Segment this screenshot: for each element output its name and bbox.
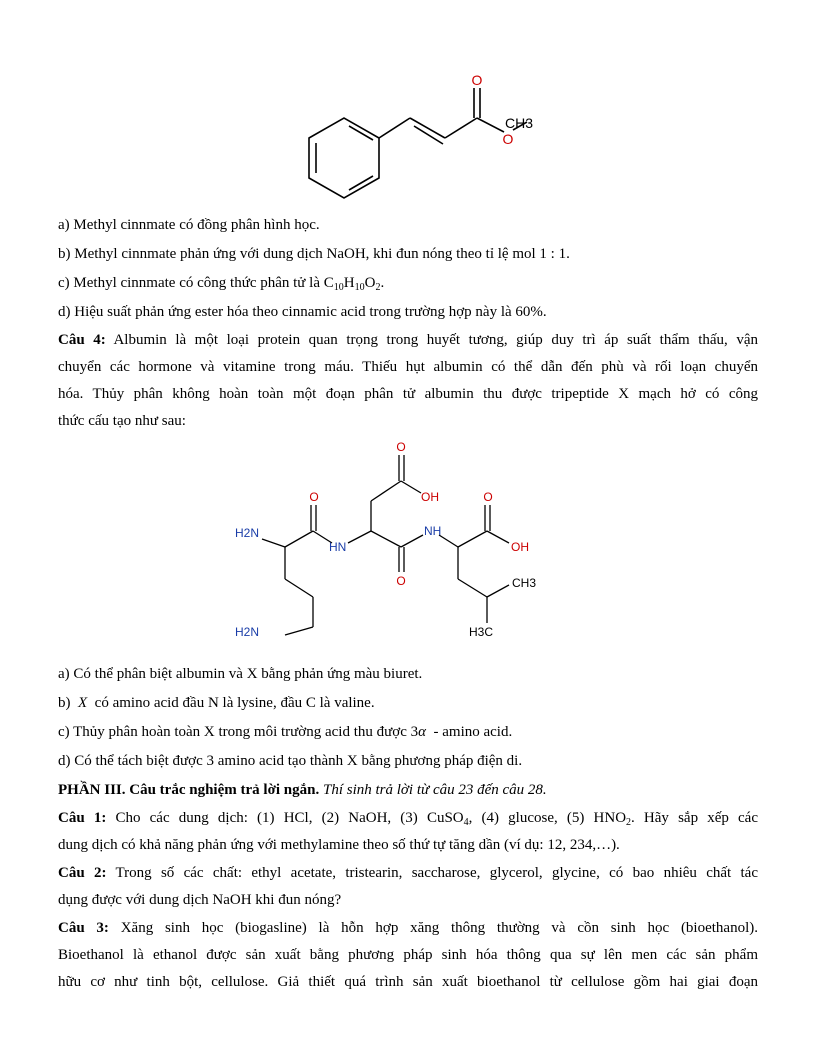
methyl-label: CH3 xyxy=(505,115,534,131)
q4-option-a: a) Có thể phân biệt albumin và X bằng phản ứng màu biuret. xyxy=(58,666,423,682)
hydroxyl-label: OH xyxy=(511,540,529,554)
part-3-heading xyxy=(58,780,758,800)
part-3-instruction: Thí sinh trả lời từ câu 23 đến câu 28. xyxy=(322,782,547,798)
line: hóa. Thủy phân không hoàn toàn một đoạn phân tử albumin thu được tripeptide X mạch hở có công xyxy=(58,386,758,402)
amide-nh-label: HN xyxy=(329,540,347,554)
oxygen-label: O xyxy=(309,490,319,504)
formula-subscript: 10 xyxy=(333,282,344,293)
option-text: có amino acid đầu N là lysine, đầu C là valine. xyxy=(94,695,375,711)
line: chuyển các hormone và vitamine trong máu. Thiếu hụt albumin có thể dẫn đến phù và rối loạn chuyển xyxy=(58,359,758,375)
formula-subscript: 2 xyxy=(626,817,632,828)
option-letter: b) xyxy=(58,695,71,711)
q4-option-c xyxy=(58,722,758,742)
line xyxy=(58,860,758,887)
line xyxy=(58,327,758,354)
q1-text: , (4) glucose, (5) HNO xyxy=(468,810,627,826)
option-text: c) Thủy phân hoàn toàn X trong môi trường acid thu được 3 xyxy=(58,724,419,740)
q3-option-c-text: c) Methyl cinnmate có công thức phân tử là C xyxy=(58,275,334,291)
line: dụng được với dung dịch NaOH khi đun nóng? xyxy=(58,892,342,908)
methyl-cinnamate-structure xyxy=(265,60,555,210)
tripeptide-x-structure xyxy=(225,435,555,645)
q4-option-d: d) Có thể tách biệt được 3 amino acid tạo thành X bằng phương pháp điện di. xyxy=(58,753,523,769)
line: Bioethanol là ethanol được sản xuất bằng phương pháp sinh hóa thông qua sự lên men các sản phẩm xyxy=(58,947,758,963)
part3-question-2 xyxy=(58,860,758,914)
part3-question-1 xyxy=(58,805,758,859)
q3-option-b: b) Methyl cinnmate phản ứng với dung dịch NaOH, khi đun nóng theo tỉ lệ mol 1 : 1. xyxy=(58,246,570,262)
oxygen-label: O xyxy=(396,440,406,454)
q4-option-b xyxy=(58,693,758,713)
question-label: Câu 4: xyxy=(58,332,106,348)
question-label: Câu 2: xyxy=(58,865,107,881)
methyl-label: H3C xyxy=(469,625,494,639)
variable-x: X xyxy=(78,695,88,711)
q3-text: Xăng sinh học (biogasline) là hỗn hợp xăng thông thường và cồn sinh học (bioethanol). xyxy=(120,920,758,936)
hydroxyl-label: OH xyxy=(421,490,439,504)
line: hữu cơ như tinh bột, cellulose. Giả thiết quá trình sản xuất bioethanol từ cellulose gồm hai giai đoạn xyxy=(58,974,758,990)
q2-text: Trong số các chất: ethyl acetate, tristearin, saccharose, glycerol, glycine, có bao nhiêu chất tác xyxy=(115,865,758,881)
question-4-stem xyxy=(58,327,758,435)
amino-group-label: H2N xyxy=(235,625,260,639)
q3-option-c xyxy=(58,273,758,293)
question-label: Câu 3: xyxy=(58,920,109,936)
amino-group-label: H2N xyxy=(235,526,260,540)
part-3-title: PHẦN III. Câu trắc nghiệm trả lời ngắn. xyxy=(58,782,320,798)
formula-subscript: 2 xyxy=(375,282,381,293)
line xyxy=(58,805,758,832)
formula-part: H xyxy=(343,275,355,291)
q4-line-1: Albumin là một loại protein quan trọng trong huyết tương, giúp duy trì áp suất thẩm thấu, vận xyxy=(113,332,758,348)
alpha-symbol: α xyxy=(418,724,426,740)
question-label: Câu 1: xyxy=(58,810,107,826)
methyl-label: CH3 xyxy=(512,576,537,590)
oxygen-label: O xyxy=(396,574,406,588)
q1-text: Cho các dung dịch: (1) HCl, (2) NaOH, (3) CuSO xyxy=(115,810,464,826)
formula-subscript: 10 xyxy=(354,282,365,293)
line xyxy=(58,915,758,942)
line: dung dịch có khả năng phản ứng với methylamine theo số thứ tự tăng dần (ví dụ: 12, 234,…). xyxy=(58,837,620,853)
ester-oxygen-label: O xyxy=(502,131,514,147)
formula-part: O xyxy=(364,275,376,291)
formula-subscript: 4 xyxy=(463,817,469,828)
q3-option-d: d) Hiệu suất phản ứng ester hóa theo cinnamic acid trong trường hợp này là 60%. xyxy=(58,304,547,320)
part3-question-3 xyxy=(58,915,758,996)
line: thức cấu tạo như sau: xyxy=(58,413,186,429)
amide-nh-label: NH xyxy=(424,524,442,538)
option-text: - amino acid. xyxy=(433,724,513,740)
q3-option-a: a) Methyl cinnmate có đồng phân hình học. xyxy=(58,217,320,233)
formula-part: . xyxy=(380,275,385,291)
q1-text: . Hãy sắp xếp các xyxy=(631,810,758,826)
oxygen-label: O xyxy=(483,490,493,504)
carbonyl-oxygen-label: O xyxy=(471,72,483,88)
